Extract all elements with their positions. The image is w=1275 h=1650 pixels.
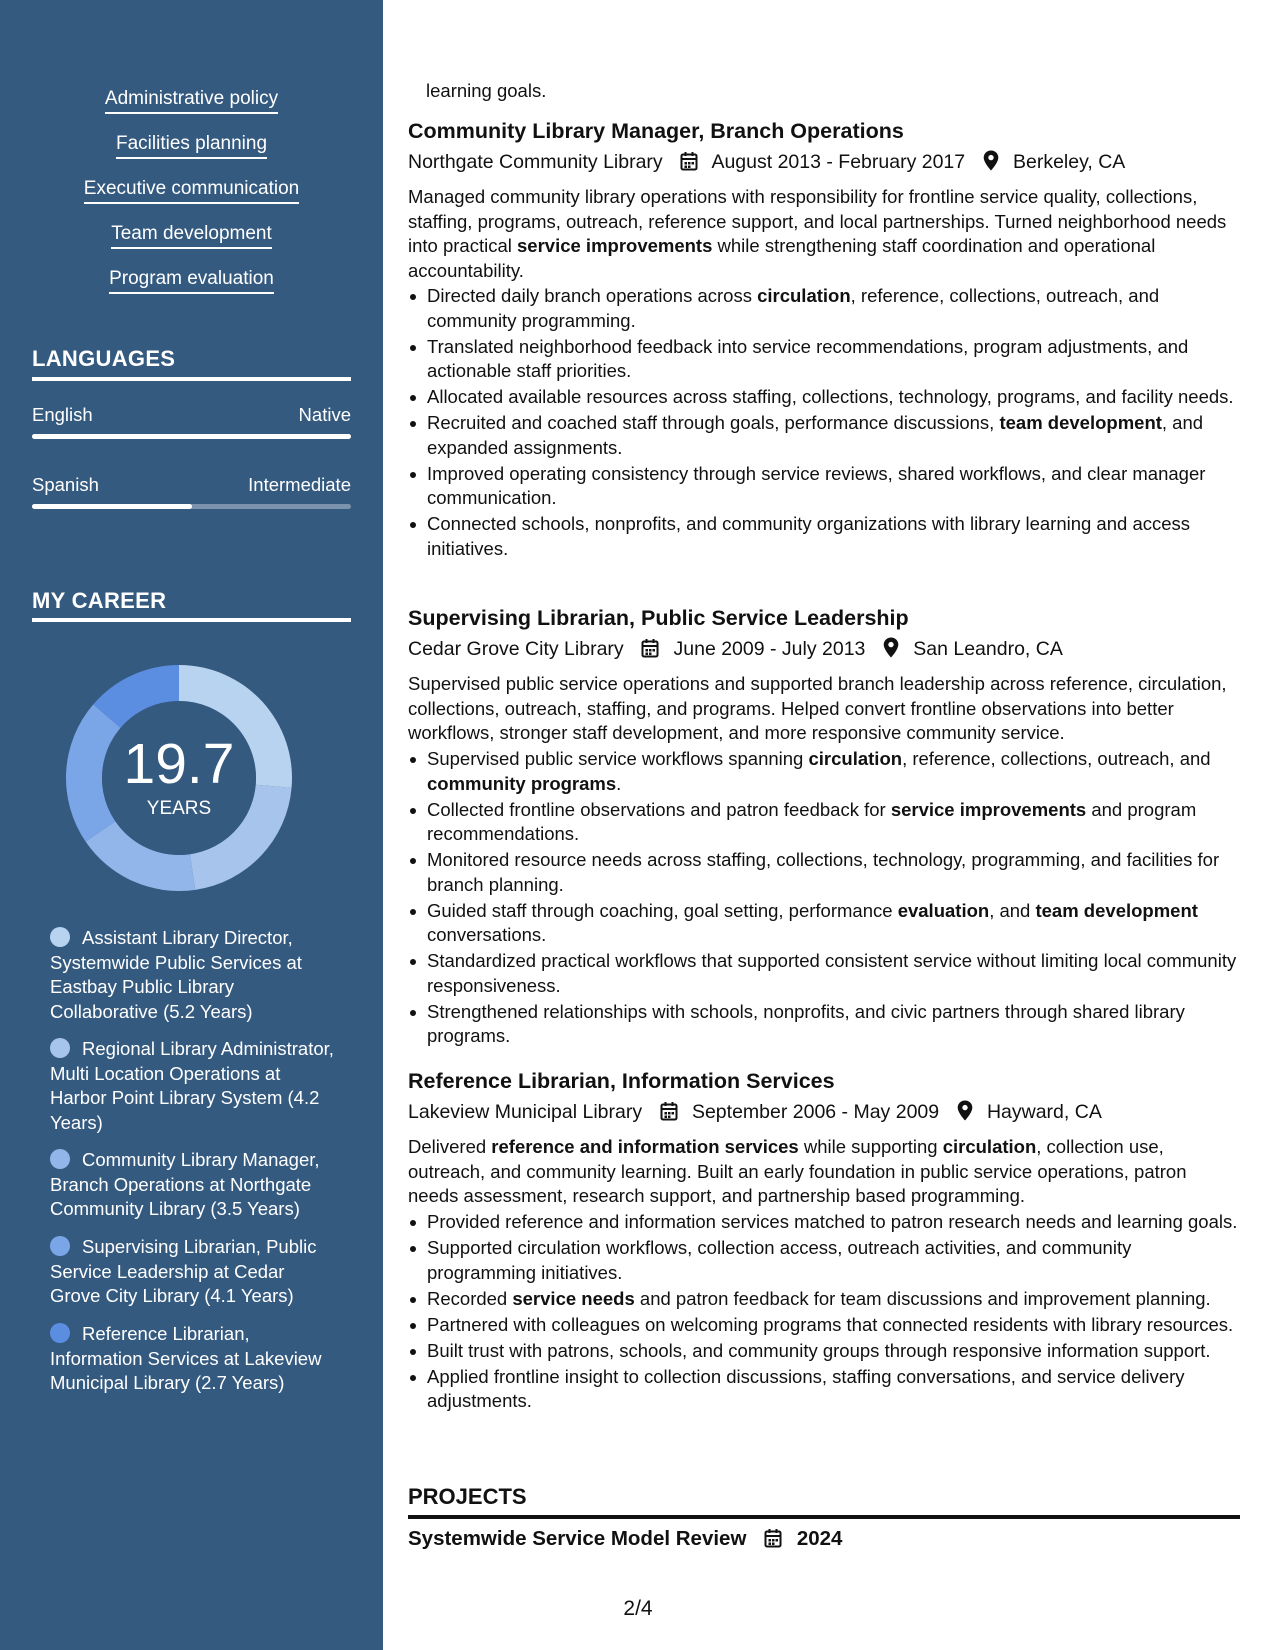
- sidebar: [0, 0, 383, 1650]
- legend-dot: [50, 1323, 70, 1343]
- job-location: Hayward, CA: [986, 1101, 1102, 1123]
- career-legend-item: [50, 1235, 335, 1309]
- calendar-icon: [660, 1101, 678, 1121]
- job-dates: September 2006 - May 2009: [691, 1101, 940, 1123]
- skill-item: Facilities planning: [0, 133, 383, 159]
- bullet-item: Built trust with patrons, schools, and community groups through responsive information support.: [408, 1339, 1240, 1364]
- bullet-item: Recruited and coached staff through goals, performance discussions, team development, and expanded assignments.: [408, 411, 1240, 460]
- career-legend-item: [50, 1148, 335, 1222]
- languages-divider: [32, 377, 351, 381]
- bullet-item: Translated neighborhood feedback into service recommendations, program adjustments, and actionable staff priorities.: [408, 335, 1240, 384]
- job-organization: Northgate Community Library: [408, 151, 663, 173]
- job-summary: Managed community library operations with responsibility for frontline service quality, collections, staffing, programs, outreach, reference support, and local partnerships. Turned neighborhood needs into practical service improvements while strengthening staff coordination and operational accountability.: [408, 186, 1227, 281]
- bullet-item: Supported circulation workflows, collection access, outreach activities, and community programming initiatives.: [408, 1236, 1240, 1285]
- job-bullets: [408, 1210, 1240, 1415]
- career-legend-label: Community Library Manager, Branch Operations at Northgate Community Library (3.5 Years): [50, 1149, 320, 1219]
- language-proficiency-bar: [32, 434, 351, 439]
- job-title: Community Library Manager, Branch Operations: [408, 119, 904, 143]
- bullet-item: Monitored resource needs across staffing, collections, technology, programming, and facilities for branch planning.: [408, 848, 1240, 897]
- job-dates: June 2009 - July 2013: [673, 638, 866, 660]
- career-total-years: 19.7: [123, 732, 235, 796]
- career-legend-item: [50, 1322, 335, 1396]
- projects-divider: [408, 1515, 1240, 1519]
- job-title: Supervising Librarian, Public Service Leadership: [408, 606, 909, 630]
- legend-dot: [50, 927, 70, 947]
- job-summary: Supervised public service operations and supported branch leadership across reference, circulation, collections, outreach, staffing, and programs. Helped convert frontline observations into better workflows, stronger staff development, and more responsive community service.: [408, 673, 1227, 743]
- bullet-item: Allocated available resources across staffing, collections, technology, programs, and facility needs.: [408, 385, 1240, 410]
- skill-item: Administrative policy: [0, 88, 383, 114]
- project-title: Systemwide Service Model Review: [408, 1527, 747, 1550]
- career-legend-label: Regional Library Administrator, Multi Location Operations at Harbor Point Library System (4.2 Years): [50, 1038, 334, 1133]
- bullet-item: Directed daily branch operations across circulation, reference, collections, outreach, and community programming.: [408, 284, 1240, 333]
- calendar-icon: [764, 1528, 782, 1548]
- bullet-item: Supervised public service workflows spanning circulation, reference, collections, outreach, and community programs.: [408, 747, 1240, 796]
- bullet-item: Recorded service needs and patron feedback for team discussions and improvement planning.: [408, 1287, 1240, 1312]
- career-legend-label: Reference Librarian, Information Services at Lakeview Municipal Library (2.7 Years): [50, 1323, 322, 1393]
- job-title: Reference Librarian, Information Services: [408, 1069, 835, 1093]
- career-legend-item: [50, 926, 335, 1024]
- job-meta: [408, 1099, 1240, 1125]
- career-legend-label: Assistant Library Director, Systemwide Public Services at Eastbay Public Library Collaborative (5.2 Years): [50, 927, 302, 1022]
- language-name: English: [32, 404, 93, 425]
- job-location: Berkeley, CA: [1012, 151, 1126, 173]
- location-pin-icon: [983, 150, 999, 171]
- location-pin-icon: [957, 1100, 973, 1121]
- project-year: 2024: [796, 1527, 843, 1550]
- language-row: [32, 404, 351, 426]
- career-total-unit: YEARS: [146, 798, 212, 819]
- career-legend-label: Supervising Librarian, Public Service Leadership at Cedar Grove City Library (4.1 Years): [50, 1236, 317, 1306]
- projects-heading: PROJECTS: [408, 1484, 527, 1509]
- job-organization: Cedar Grove City Library: [408, 638, 624, 660]
- bullet-item: Partnered with colleagues on welcoming programs that connected residents with library resources.: [408, 1313, 1240, 1338]
- location-pin-icon: [883, 637, 899, 658]
- project-meta: [408, 1526, 1240, 1552]
- language-proficiency-fill: [32, 504, 192, 509]
- job-bullets: [408, 284, 1240, 563]
- calendar-icon: [680, 151, 698, 171]
- bullet-item: Collected frontline observations and patron feedback for service improvements and program recommendations.: [408, 798, 1240, 847]
- page-number: 2/4: [623, 1597, 653, 1620]
- language-proficiency-fill: [32, 434, 351, 439]
- bullet-item: Provided reference and information services matched to patron research needs and learning goals.: [408, 1210, 1240, 1235]
- job-meta: [408, 636, 1240, 662]
- bullet-item: Improved operating consistency through service reviews, shared workflows, and clear manager communication.: [408, 462, 1240, 511]
- job-summary: Delivered reference and information services while supporting circulation, collection use, outreach, and community learning. Built an early foundation in public service operations, patron needs assessment, research support, and partnership based programming.: [408, 1136, 1187, 1206]
- language-row: [32, 474, 351, 496]
- job-location: San Leandro, CA: [913, 638, 1063, 660]
- legend-dot: [50, 1038, 70, 1058]
- calendar-icon: [641, 638, 659, 658]
- skill-item: Executive communication: [0, 178, 383, 204]
- skill-item: Program evaluation: [0, 268, 383, 294]
- language-proficiency-bar: [32, 504, 351, 509]
- job-meta: [408, 149, 1240, 175]
- job-dates: August 2013 - February 2017: [711, 151, 966, 173]
- skill-item: Team development: [0, 223, 383, 249]
- career-divider: [32, 618, 351, 622]
- language-name: Spanish: [32, 474, 99, 495]
- job-organization: Lakeview Municipal Library: [408, 1101, 643, 1123]
- continuation-text: learning goals.: [426, 80, 547, 101]
- bullet-item: Connected schools, nonprofits, and community organizations with library learning and access initiatives.: [408, 512, 1240, 561]
- language-level: Native: [298, 404, 351, 425]
- languages-heading: LANGUAGES: [32, 346, 176, 371]
- legend-dot: [50, 1149, 70, 1169]
- bullet-item: Standardized practical workflows that supported consistent service without limiting local community responsiveness.: [408, 949, 1240, 998]
- career-legend-item: [50, 1037, 335, 1135]
- bullet-item: Strengthened relationships with schools, nonprofits, and civic partners through shared library programs.: [408, 1000, 1240, 1049]
- bullet-item: Applied frontline insight to collection discussions, staffing conversations, and service delivery adjustments.: [408, 1365, 1240, 1414]
- bullet-item: Guided staff through coaching, goal setting, performance evaluation, and team development conversations.: [408, 899, 1240, 948]
- job-bullets: [408, 747, 1240, 1050]
- legend-dot: [50, 1236, 70, 1256]
- language-level: Intermediate: [248, 474, 351, 495]
- career-heading: MY CAREER: [32, 588, 167, 613]
